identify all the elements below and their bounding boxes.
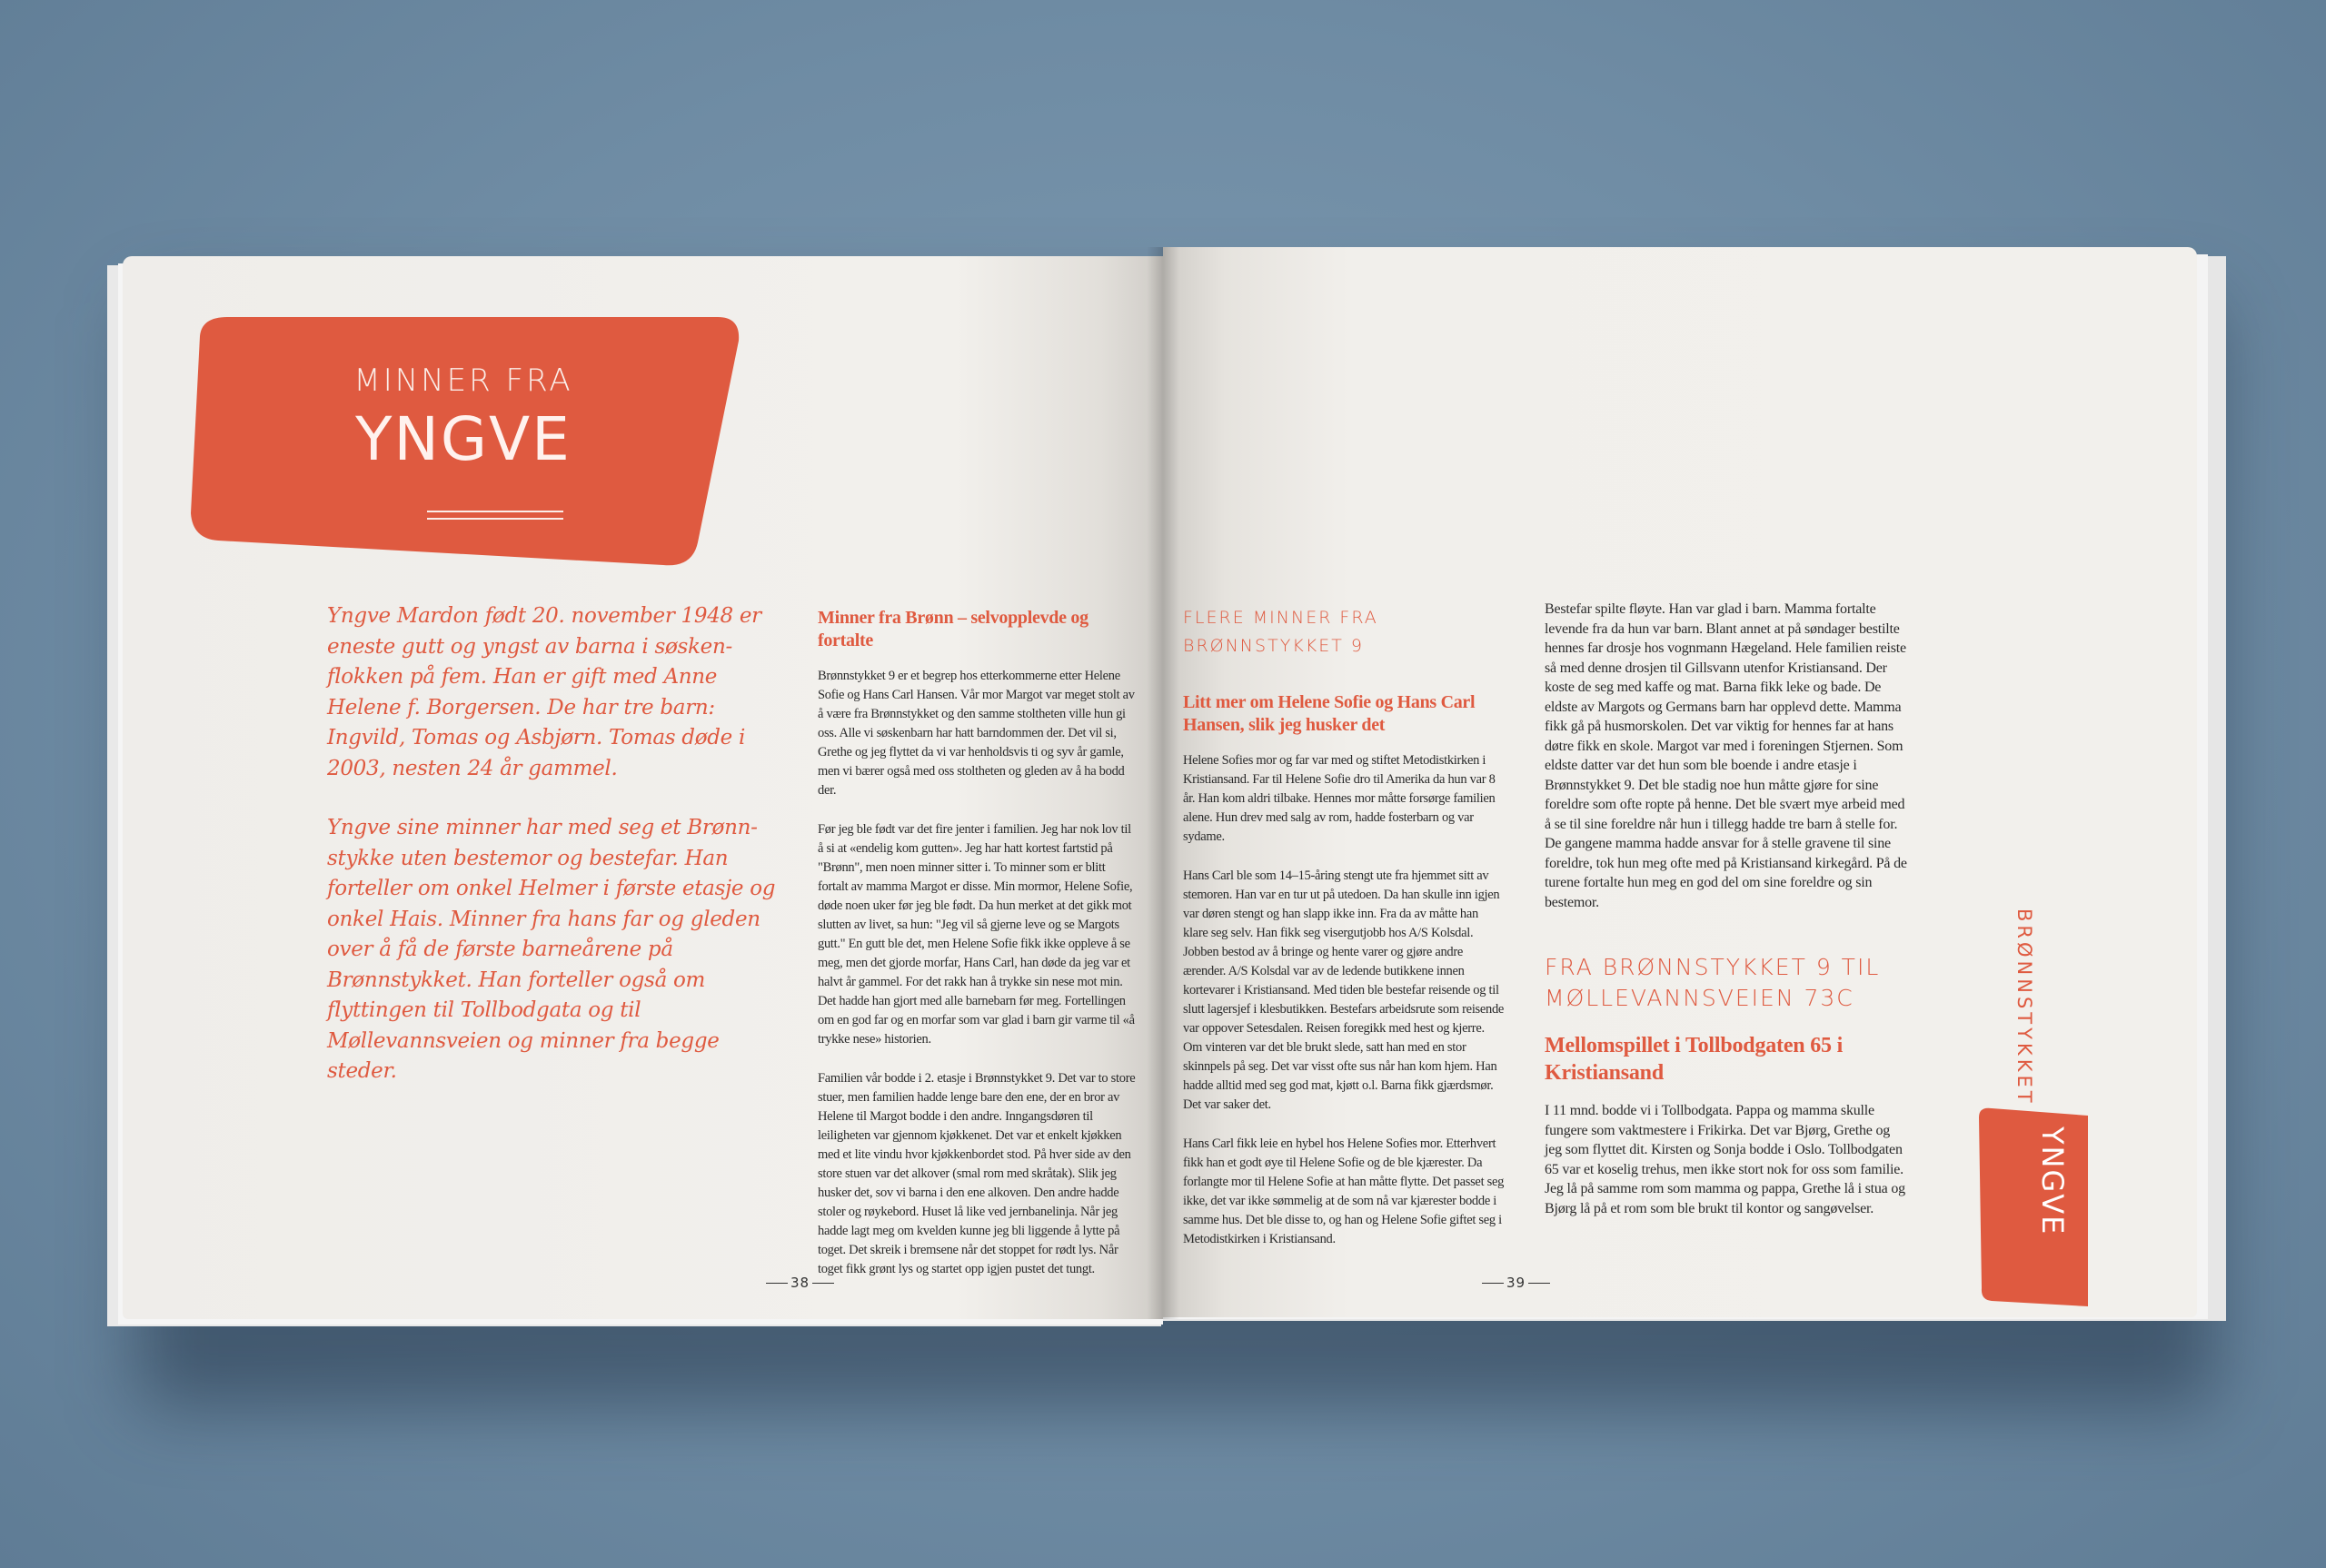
side-tab-label: YNGVE [2035, 1126, 2070, 1236]
paragraph: Før jeg ble født var det fire jenter i familien. Jeg har nok lov til å si at «endelig kom gutten». Jeg har hatt kortest fartstid på "Brønn", men noen minner sitter i. To minner som er blitt fortalt av mamma Margot er disse. Min mormor, Helene Sofie, døde noen uker før jeg ble født. Da hun merket at det gikk mot slutten av livet, sa hun: "Jeg vil så gjerne leve og se Margots gutt." En gutt ble det, men Helene Sofie fikk ikke oppleve å se meg, men det gjorde morfar, Hans Carl, han døde da jeg var et halvt år gammel. For det rakk han å trykke sin nese mot min. Det hadde han gjort med alle barnebarn før meg. Fortellingen om en god far og en morfar som var glad i barn gir varme til «å trykke nese» historien. [818, 822, 1135, 1047]
side-section-label: BRØNNSTYKKET [2013, 908, 2035, 1107]
section-heading: Minner fra Brønn – selvopplevde og fortalte [818, 608, 1088, 650]
right-text-column-2 [1545, 600, 1908, 1238]
paragraph: I 11 mnd. bodde vi i Tollbodgata. Pappa og mamma skulle fungere som vaktmestere i Frikirka. Det var Bjørg, Grethe og jeg som flyttet dit. Kirsten og Sonja bodde i Oslo. Tollbodgaten 65 var et koselig trehus, men ikke stort nok for oss som familie. Jeg lå på samme rom som mamma og pappa, Grethe lå i stua og Bjørg lå på et rom som ble brukt til kontor og sangøvelser. [1545, 1103, 1905, 1216]
title-badge [173, 304, 754, 577]
paragraph: Familien vår bodde i 2. etasje i Brønnstykket 9. Det var to store stuer, men familien hadde lenge bare den ene, der en bror av Helene til Margot bodde i den andre. Inngangsdøren til leiligheten var gjennom kjøkkenet. Det var et enkelt kjøkken med et lite vindu hvor kjøkkenbordet stod. På hver side av den store stuen var det alkover (smal rom med skråtak). Slik jeg husker det, sov vi barna i den ene alkoven. Den andre hadde stoler og røykebord. Huset lå like ved jernbanelinja. Når jeg hadde lagt meg om kvelden kunne jeg bli liggende å lytte på toget. Det skreik i bremsene når det stoppet for rødt lys. Når toget fikk grønt lys og startet opp igjen pustet det tungt. [818, 1071, 1136, 1276]
section-heading-deco: FRA BRØNNSTYKKET 9 TIL MØLLEVANNSVEIEN 73C [1545, 954, 1881, 1011]
title-line-2: YNGVE [355, 404, 572, 474]
section-subheading: Litt mer om Helene Sofie og Hans Carl Hansen, slik jeg husker det [1183, 692, 1476, 735]
section-subheading: Mellomspillet i Tollbodgaten 65 i Kristiansand [1545, 1034, 1844, 1085]
intro-paragraph-2: Yngve sine minner har med seg et Brønn-stykke uten bestemor og bestefar. Han forteller om onkel Helmer i første etasje og onkel Hais. Minner fra hans far og gleden over å få de første barneårene på Brønnstykket. Han forteller også om flyttingen til Tollbodgata og til Møllevannsveien og minner fra begge steder. [327, 816, 776, 1083]
paragraph: Hans Carl ble som 14–15-åring stengt ute fra hjemmet sitt av stemoren. Han var en tur ut på utedoen. Da han skulle inn igjen var døren stengt og han slapp ikke inn. Fra da av måtte han klare seg selv. Han fikk seg visergutjobb hos A/S Kolsdal. Jobben bestod av å bringe og hente varer og gjøre andre ærender. A/S Kolsdal var av de ledende butikkene innen kortevarer i Kristiansand. Med tiden ble bestefar reisende og til slutt lagersjef i klesbutikken. Bestefars arbeidsrute som reisende var oppover Setesdalen. Reisen foregikk med hest og kjerre. Om vinteren var det ble brukt slede, satt han med en stor skinnpels på seg. Det var visst ofte sus når han kom hjem. Han hadde alltid med seg god mat, kjøtt o.l. Barna fikk gjærdsmør. Det var saker det. [1183, 868, 1505, 1112]
left-text-column [818, 607, 1138, 1299]
paragraph: Helene Sofies mor og far var med og stiftet Metodistkirken i Kristiansand. Far til Helene Sofie dro til Amerika da hun var 8 år. Han kom aldri tilbake. Hennes mor måtte forsørge familien alene. Hun drev med salg av rom, hadde fosterbarn og var sydame. [1183, 753, 1496, 844]
page-number-left: 38 [763, 1275, 837, 1291]
section-heading-deco: FLERE MINNER FRA BRØNNSTYKKET 9 [1183, 608, 1378, 656]
intro-paragraph-1: Yngve Mardon født 20. november 1948 er eneste gutt og yngst av barna i søsken-flokken på fem. Han er gift med Anne Helene f. Borgersen. De har tre barn: Ingvild, Tomas og Asbjørn. Tomas døde i 2003, nesten 24 år gammel. [327, 604, 761, 780]
intro-text [327, 601, 781, 1116]
paragraph: Brønnstykket 9 er et begrep hos etterkommerne etter Helene Sofie og Hans Carl Hansen. Vår mor Margot var meget stolt av å være fra Brønnstykket og den samme stoltheten ville hun gi oss. Alle vi søskenbarn har hatt barndommen der. Det vil si, Grethe og jeg flyttet da vi var henholdsvis ti og syv år gamle, men vi bærer også med oss stoltheten og gleden av å ha bodd der. [818, 669, 1135, 798]
right-text-column-1 [1183, 604, 1505, 1269]
side-tab [1979, 1107, 2088, 1306]
title-line-1: MINNER FRA [353, 362, 573, 399]
book-gutter [1147, 247, 1179, 1319]
page-number-right: 39 [1479, 1275, 1553, 1291]
paragraph: Bestefar spilte fløyte. Han var glad i barn. Mamma fortalte levende fra da hun var barn. Blant annet at på søndager bestilte hennes far drosje hos vognmann Hægeland. Hele familien reiste så med denne drosjen til Gillsvann utenfor Kristiansand. Der koste de seg med kaffe og mat. Barna fikk leke og bade. De eldste av Margots og Germans barn har opplevd dette. Mamma fikk gå på husmorskolen. Det var viktig for hennes far at hans døtre fikk en skole. Margot var med i foreningen Stjernen. Som eldste datter var det hun som ble boende i andre etasje i Brønnstykket 9. Det ble stadig noe hun måtte gjøre for sine foreldre som ofte ropte på henne. Det ble svært mye arbeid med å se til sine foreldre når hun i tillegg hadde tre barn å stelle for. De gangene mamma hadde ansvar for å stelle gravene til sine foreldre, tok hun meg ofte med på Kristiansand kirkegård. På de turene fortalte hun meg en god del om sine foreldre og sin bestemor. [1545, 601, 1907, 910]
paragraph: Hans Carl fikk leie en hybel hos Helene Sofies mor. Etterhvert fikk han et godt øye til Helene Sofie og de ble kjærester. Da forlangte mor til Helene Sofie at han måtte flytte. Det passet seg ikke, det var ikke sømmelig at de som nå var kjærester bodde i samme hus. Det ble disse to, og han og Helene Sofie giftet seg i Metodistkirken i Kristiansand. [1183, 1136, 1505, 1246]
